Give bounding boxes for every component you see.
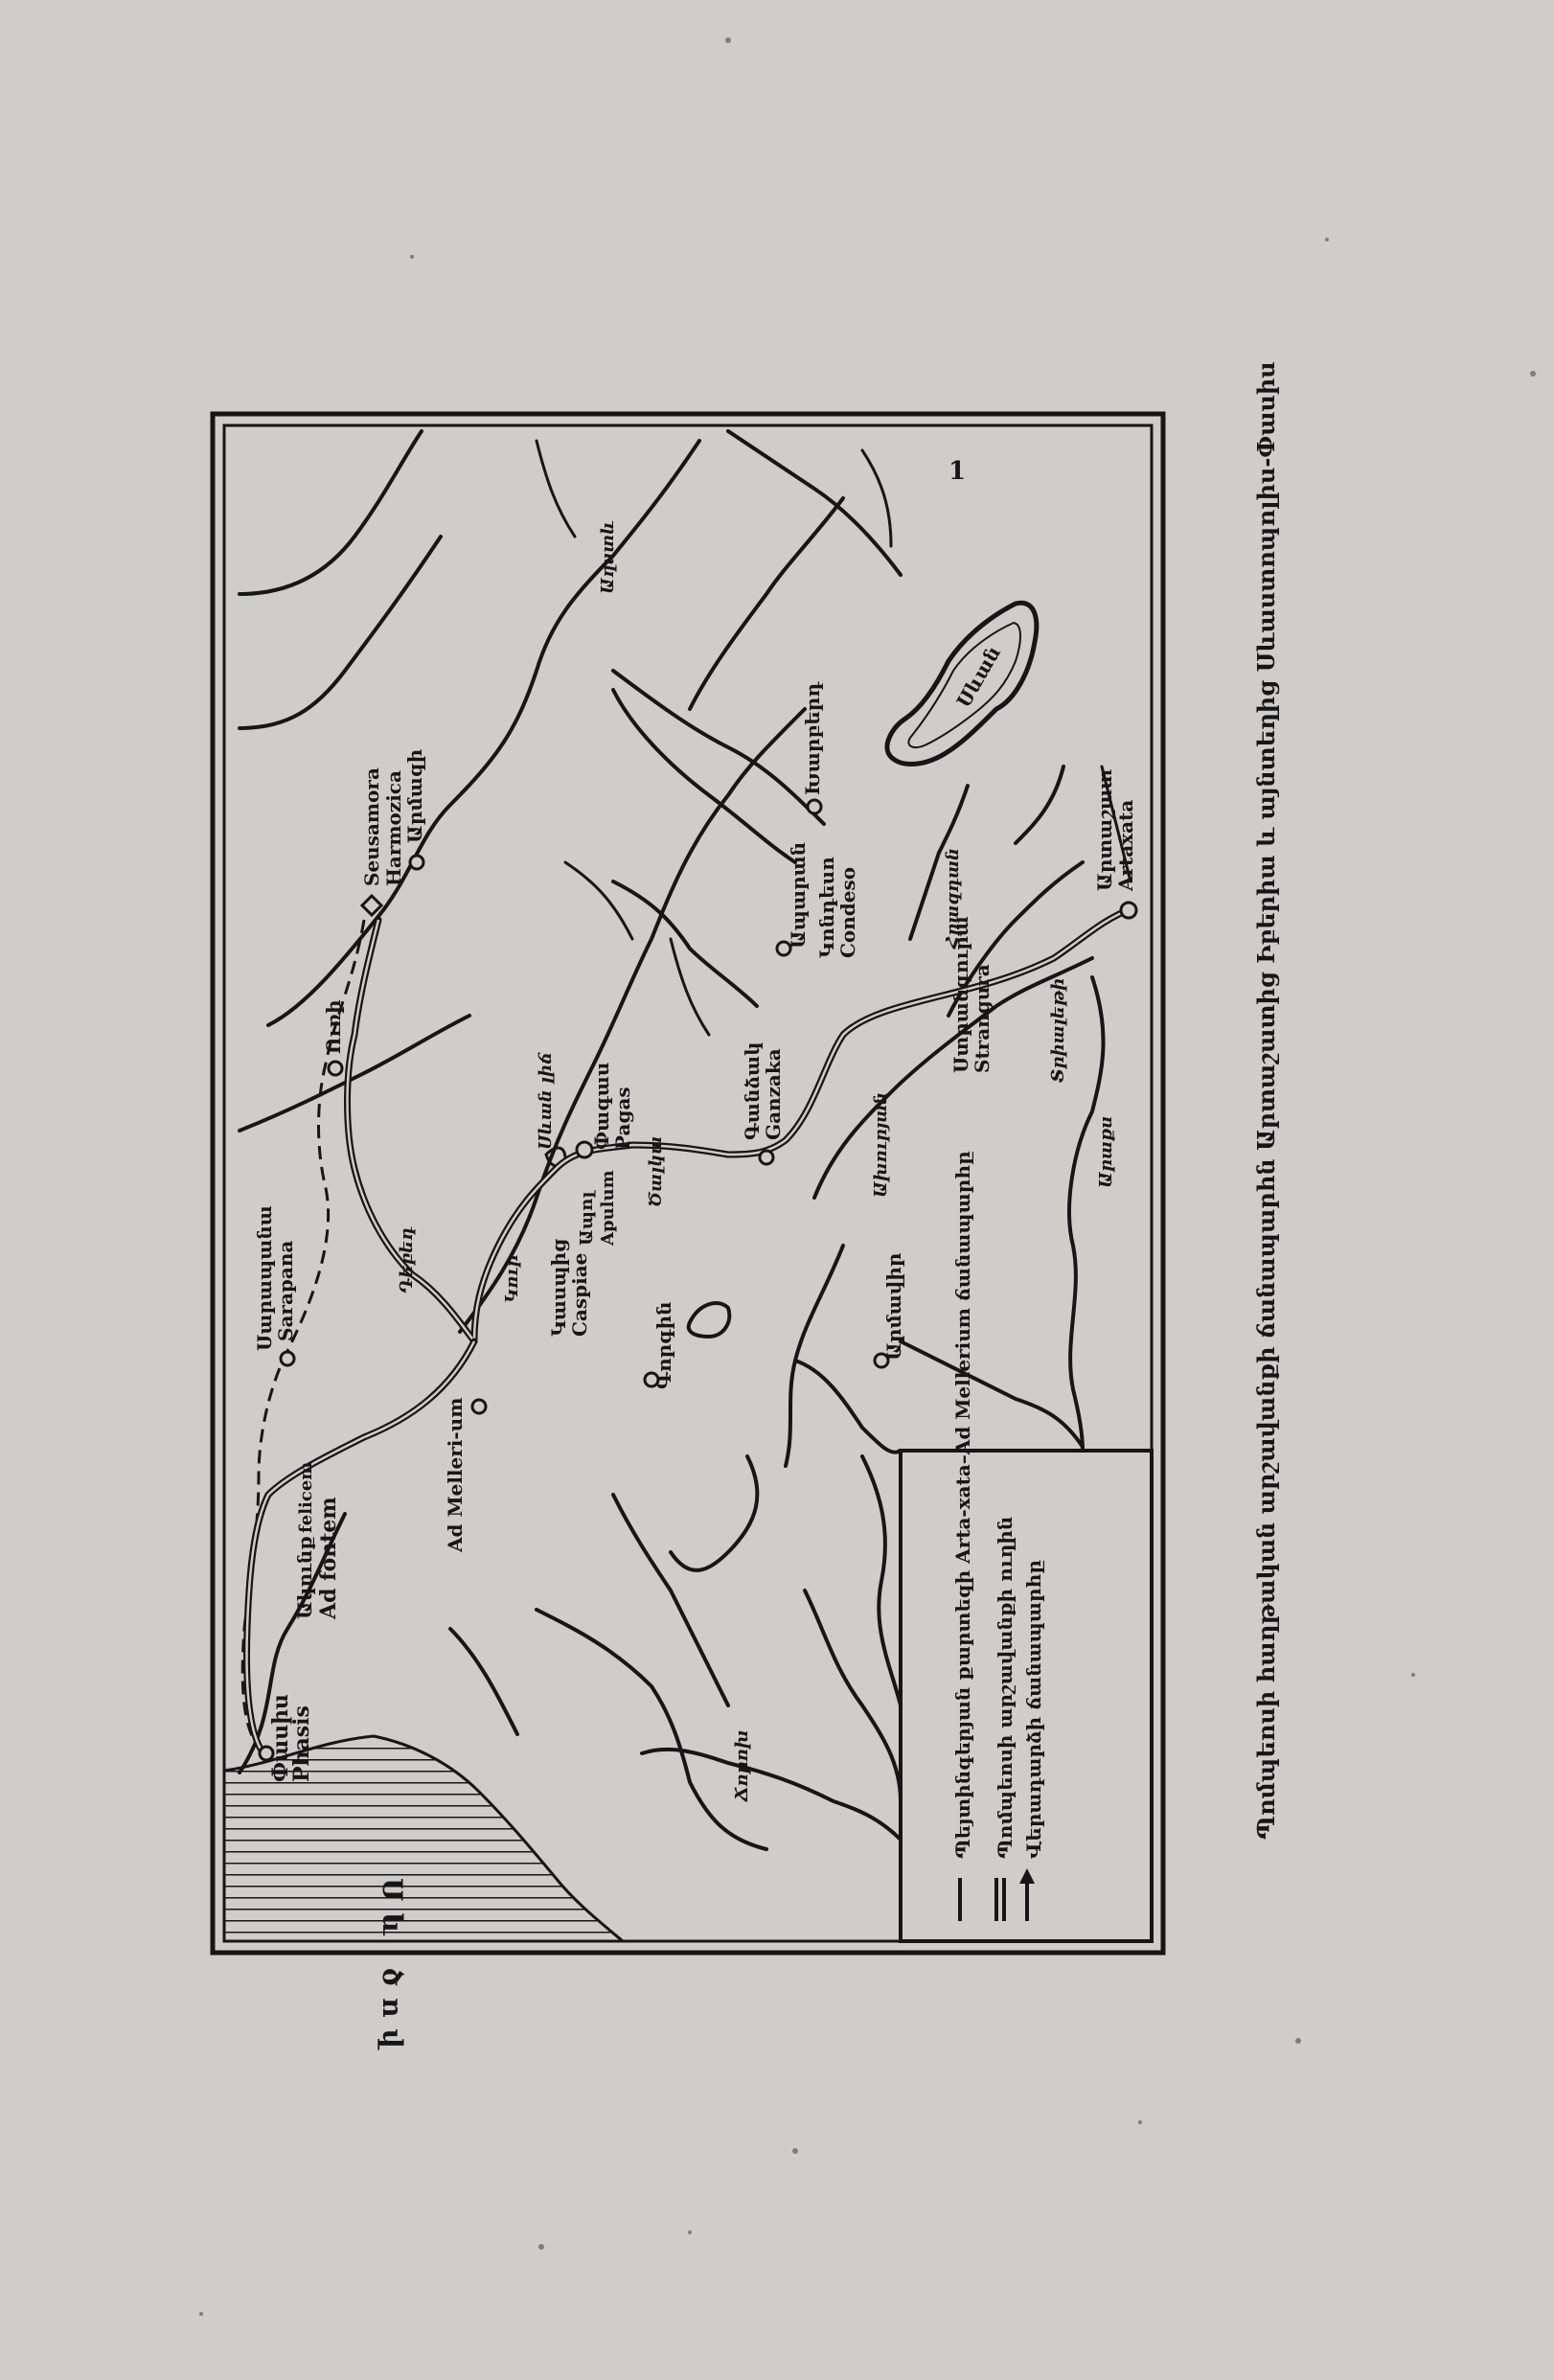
legend-item-1: Պեյտինգերյան քարտեզի Arta-xata–Ad Mellerium ճանապարհը [951, 1151, 974, 1859]
label-river-hrazdan: Հրազդան [943, 848, 963, 949]
legend-item-3: Վերադարձի ճանապարհը [1022, 1560, 1045, 1859]
label-caspiae: Caspiae [568, 1252, 591, 1337]
label-caspiae-arm: Կասպից [547, 1238, 570, 1337]
label-river-aghstev: Աղստև [598, 519, 618, 594]
map-number: 1 [948, 457, 967, 486]
label-condeso: Condeso [836, 866, 859, 958]
label-artaxata: Artaxata [1114, 799, 1137, 891]
label-pagas: Pagas [611, 1087, 634, 1150]
label-phasis: Phasis [289, 1705, 314, 1782]
label-pagas-arm: Փագաս [590, 1062, 613, 1150]
town-uri [329, 1062, 342, 1075]
label-condeso-arm: Կոնդեսո [815, 857, 838, 958]
town-mtskheta [410, 856, 423, 869]
label-seusamora: Seusamora [360, 767, 383, 886]
town-kharberd [808, 800, 821, 813]
label-river-akhurian: Ախուրյան [871, 1091, 891, 1198]
label-armazi: Արմազի [403, 748, 426, 843]
label-river-kur: Կուր [502, 1254, 522, 1303]
sea-label: Սև ծով [377, 1878, 408, 2060]
label-strangura-arm: Ստրանգուրա [949, 916, 972, 1073]
label-ad-mellerium: Ad Melleri-um [444, 1397, 467, 1552]
town-ganzaka [760, 1151, 773, 1164]
label-kharberd: Խարբերդ [801, 681, 824, 795]
label-felicem: felicem [296, 1461, 316, 1533]
label-harmozica: Harmozica [382, 770, 405, 886]
label-aparan: Արմավիր [882, 1252, 905, 1361]
label-strangura: Strangura [971, 964, 994, 1073]
label-aparan-north: Ապարան [787, 841, 810, 949]
label-sarapana: Sarapana [274, 1240, 297, 1341]
label-ganzaka-arm: Գանձակ [741, 1041, 764, 1140]
label-river-chorokh: Ճորոխ [732, 1729, 752, 1801]
label-apulum-arm: Ապոլ [577, 1191, 597, 1246]
label-river-debed: Դեբեդ [397, 1226, 417, 1293]
label-phasis-arm: Փասիս [268, 1694, 293, 1782]
label-uri: Ուռի [322, 999, 345, 1054]
map-caption: Պոմպեոսի հաղթական արշավանքի ճանապարհն Արտաշատից Իբերիա և այնտեղից Սևաստոպոլիս-Փասիս [1252, 361, 1280, 1840]
label-sarapana-arm: Սարապանա [253, 1205, 276, 1351]
label-ad-fontem: Ad fontem [316, 1497, 341, 1619]
lake-label: Սևան [951, 642, 1006, 712]
label-river-tsalka: Ծալկա [646, 1135, 666, 1207]
label-ganzaka: Ganzaka [762, 1048, 785, 1140]
town-artaxata [1121, 903, 1136, 918]
label-river-sevan: Սևան լիճ [536, 1052, 556, 1150]
label-river-arax: Արաքս [1096, 1115, 1116, 1188]
label-river-tiknis: Տրիալեթի [1048, 977, 1068, 1083]
legend-item-2: Պոմպեոսի արշավանքի ուղին [994, 1516, 1017, 1859]
label-artaxata-arm: Արտաշատ [1093, 768, 1116, 891]
label-gorgin: Գորգին [652, 1301, 675, 1389]
label-ad-fontem-arm: Ակունք [293, 1536, 316, 1619]
town-ad-mellerium [472, 1400, 486, 1413]
small-lake-1 [689, 1303, 730, 1337]
town-harmozica [362, 896, 381, 915]
town-sarapana [281, 1352, 294, 1365]
label-apulum: Apulum [598, 1170, 618, 1246]
